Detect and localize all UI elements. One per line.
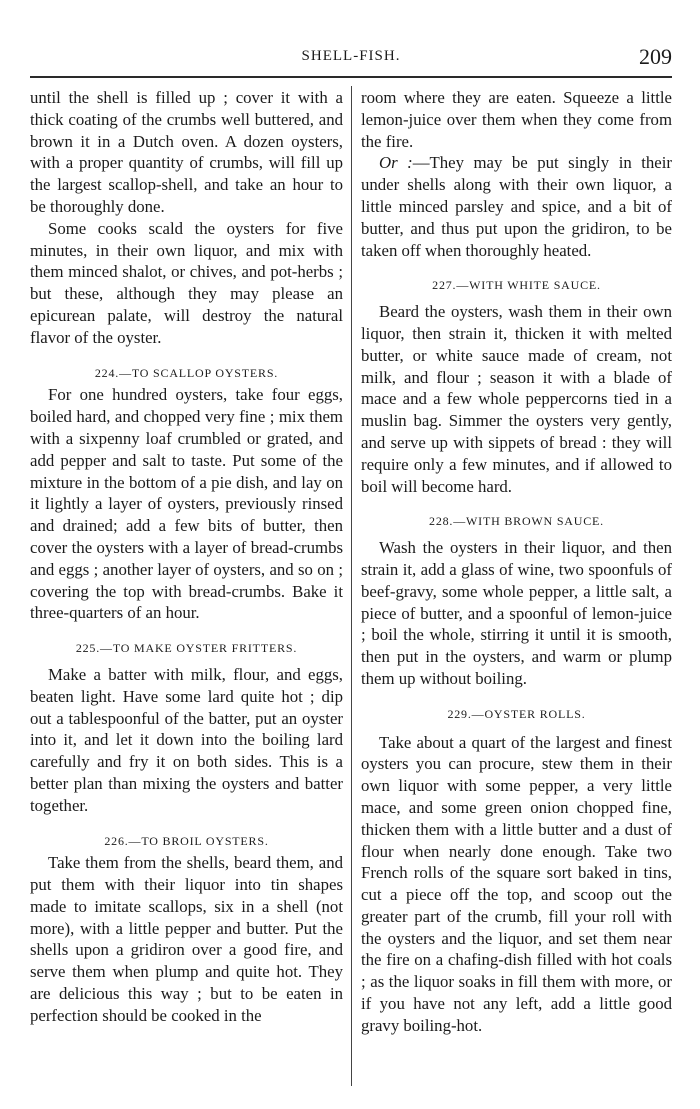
recipe-body-228: Wash the oysters in their liquor, and then strain it, add a glass of wine, two spoonfuls of beef-gravy, some whole pepper, a little salt, a piece of butter, and a spoonful of lemon-juice ; boil the whole, stirring it until it is smooth, then put in the oysters, and warm or plump them up without boiling. [361, 538, 672, 688]
recipe-heading-227: 227.—WITH WHITE SAUCE. [432, 278, 601, 293]
column-divider [351, 86, 352, 1086]
left-column [30, 87, 343, 1027]
recipe-body-225: Make a batter with milk, flour, and eggs, beaten light. Have some lard quite hot ; dip out a tablespoonful of the batter, put an oyster into it, and let it down into the boiling lard carefully and fry it on both sides. This is a better plan than mixing the oysters and batter together. [30, 664, 343, 815]
paragraph-continued: until the shell is filled up ; cover it with a thick coating of the crumbs well buttered, and brown it in a Dutch oven. A dozen oysters, with a proper quantity of crumbs, will fill up the largest scallop-shell, and take an hour to be thoroughly done. [30, 88, 343, 216]
recipe-body-226: Take them from the shells, beard them, and put them with their liquor into tin shapes made to imitate scallops, six in a shell (not more), with a little pepper and butter. Put the shells upon a gridiron over a good fire, and serve them when plump and quite hot. They are delicious this way ; but to be eaten in perfection should be cooked in the [30, 853, 343, 1025]
recipe-heading-229: 229.—OYSTER ROLLS. [447, 706, 586, 721]
right-column [361, 87, 672, 1037]
recipe-body-226-continued: room where they are eaten. Squeeze a little lemon-juice over them when they come from the fire. [361, 88, 672, 151]
recipe-body-227: Beard the oysters, wash them in their own liquor, then strain it, thicken it with melted butter, or white sauce made of cream, not milk, and flour ; season it with a blade of mace and a few whole peppercorns tied in a muslin bag. Simmer the oysters very gently, and serve up with sippets of bread : they will require only a few minutes, and if allowed to boil will become hard. [361, 302, 672, 496]
recipe-heading-228: 228.—WITH BROWN SAUCE. [429, 514, 604, 529]
recipe-body-229: Take about a quart of the largest and finest oysters you can procure, stew them in their own liquor with some pepper, a very little mace, and some green onion chopped fine, thicken them with a little butter and a dust of flour when nearly done enough. Take two French rolls of the square sort baked in tins, cut a piece off the top, and scoop out the greater part of the crumb, fill your roll with the oysters and the liquor, and set them near the fire on a chafing-dish filled with hot coals ; as the liquor soaks in fill them with more, or if you have not any left, add a little good gravy boiling-hot. [361, 732, 672, 1035]
or-text: —They may be put singly in their under shells along with their own liquor, a little minced parsley and spice, and a bit of butter, and thus put upon the gridiron, to be taken off when thoroughly heated. [361, 153, 672, 260]
recipe-heading-224: 224.—TO SCALLOP OYSTERS. [94, 365, 279, 380]
recipe-heading-226: 226.—TO BROIL OYSTERS. [104, 833, 269, 848]
running-title: SHELL-FISH. [301, 48, 401, 64]
running-head [30, 44, 672, 72]
header-rule [30, 76, 672, 78]
recipe-heading-225: 225.—TO MAKE OYSTER FRITTERS. [75, 641, 298, 656]
page-number: 209 [639, 44, 672, 69]
or-label: Or : [379, 153, 413, 173]
recipe-body-224: For one hundred oysters, take four eggs, boiled hard, and chopped very fine ; mix them with a sixpenny loaf crumbled or grated, and add pepper and salt to taste. Put some of the mixture in the bottom of a pie dish, and lay on it lightly a layer of oysters, previously rinsed and drained; add a few bits of butter, then cover the oysters with a layer of bread-crumbs and eggs ; another layer of oysters, and so on ; covering the top with bread-crumbs. Bake it three-quarters of an hour. [30, 385, 343, 623]
recipe-body-226-alternative [361, 152, 672, 261]
paragraph-scald: Some cooks scald the oysters for five minutes, in their own liquor, and mix with them minced shalot, or chives, and pot-herbs ; but these, although they may please an epicurean palate, will destroy the natural flavor of the oyster. [30, 218, 343, 347]
